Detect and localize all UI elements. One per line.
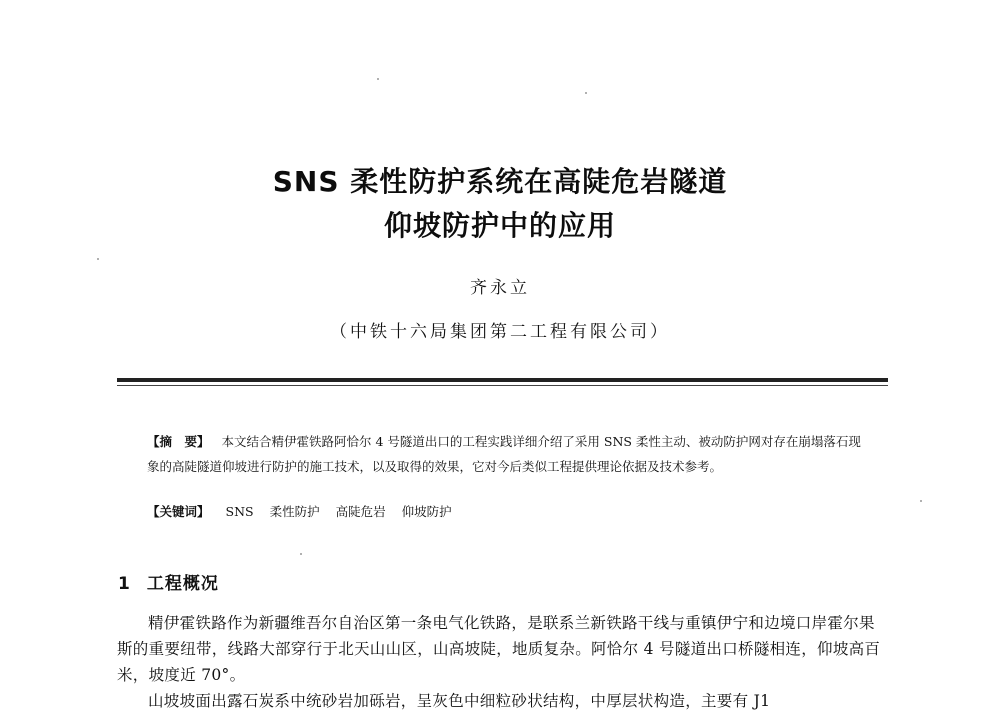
abstract-label: 【摘 要】 [147,434,210,449]
body-paragraph: 山坡坡面出露石炭系中统砂岩加砾岩，呈灰色中细粒砂状结构，中厚层状构造，主要有 J1 [148,692,771,710]
keyword-item: 仰坡防护 [401,504,452,519]
keyword-item: SNS [225,504,254,519]
header-rule-thick [117,378,888,382]
paper-title-line-1: SNS 柔性防护系统在高陡危岩隧道 [272,165,728,198]
keywords-block [147,502,867,522]
section-body [117,610,887,714]
paper-title-line-2: 仰坡防护中的应用 [383,209,616,242]
author-name: 齐永立 [470,278,530,298]
scan-speck [920,500,922,502]
scan-speck [585,92,587,94]
abstract-text: 本文结合精伊霍铁路阿恰尔 4 号隧道出口的工程实践详细介绍了采用 SNS 柔性主动、被动防护网对存在崩塌落石现象的高陡隧道仰坡进行防护的施工技术，以及取得的效果，它对今后类似工程提供理论依据及技术参考。 [147,434,861,474]
scan-speck [300,553,302,555]
scan-speck [377,78,379,80]
keyword-item: 柔性防护 [269,504,320,519]
abstract-block [147,429,867,479]
section-heading [118,569,219,594]
keyword-item: 高陡危岩 [335,504,386,519]
author-affiliation: （中铁十六局集团第二工程有限公司） [330,322,670,342]
keywords-label: 【关键词】 [147,504,210,519]
section-number: 1 [118,574,131,594]
body-paragraph: 精伊霍铁路作为新疆维吾尔自治区第一条电气化铁路，是联系兰新铁路干线与重镇伊宁和边境口岸霍尔果斯的重要纽带，线路大部穿行于北天山山区，山高坡陡，地质复杂。阿恰尔 4 号隧道出口桥隧相连，仰坡高百米，坡度近 70°。 [117,614,881,684]
scan-speck [97,258,99,260]
section-title: 工程概况 [146,574,219,594]
header-rule-thin [117,385,888,386]
